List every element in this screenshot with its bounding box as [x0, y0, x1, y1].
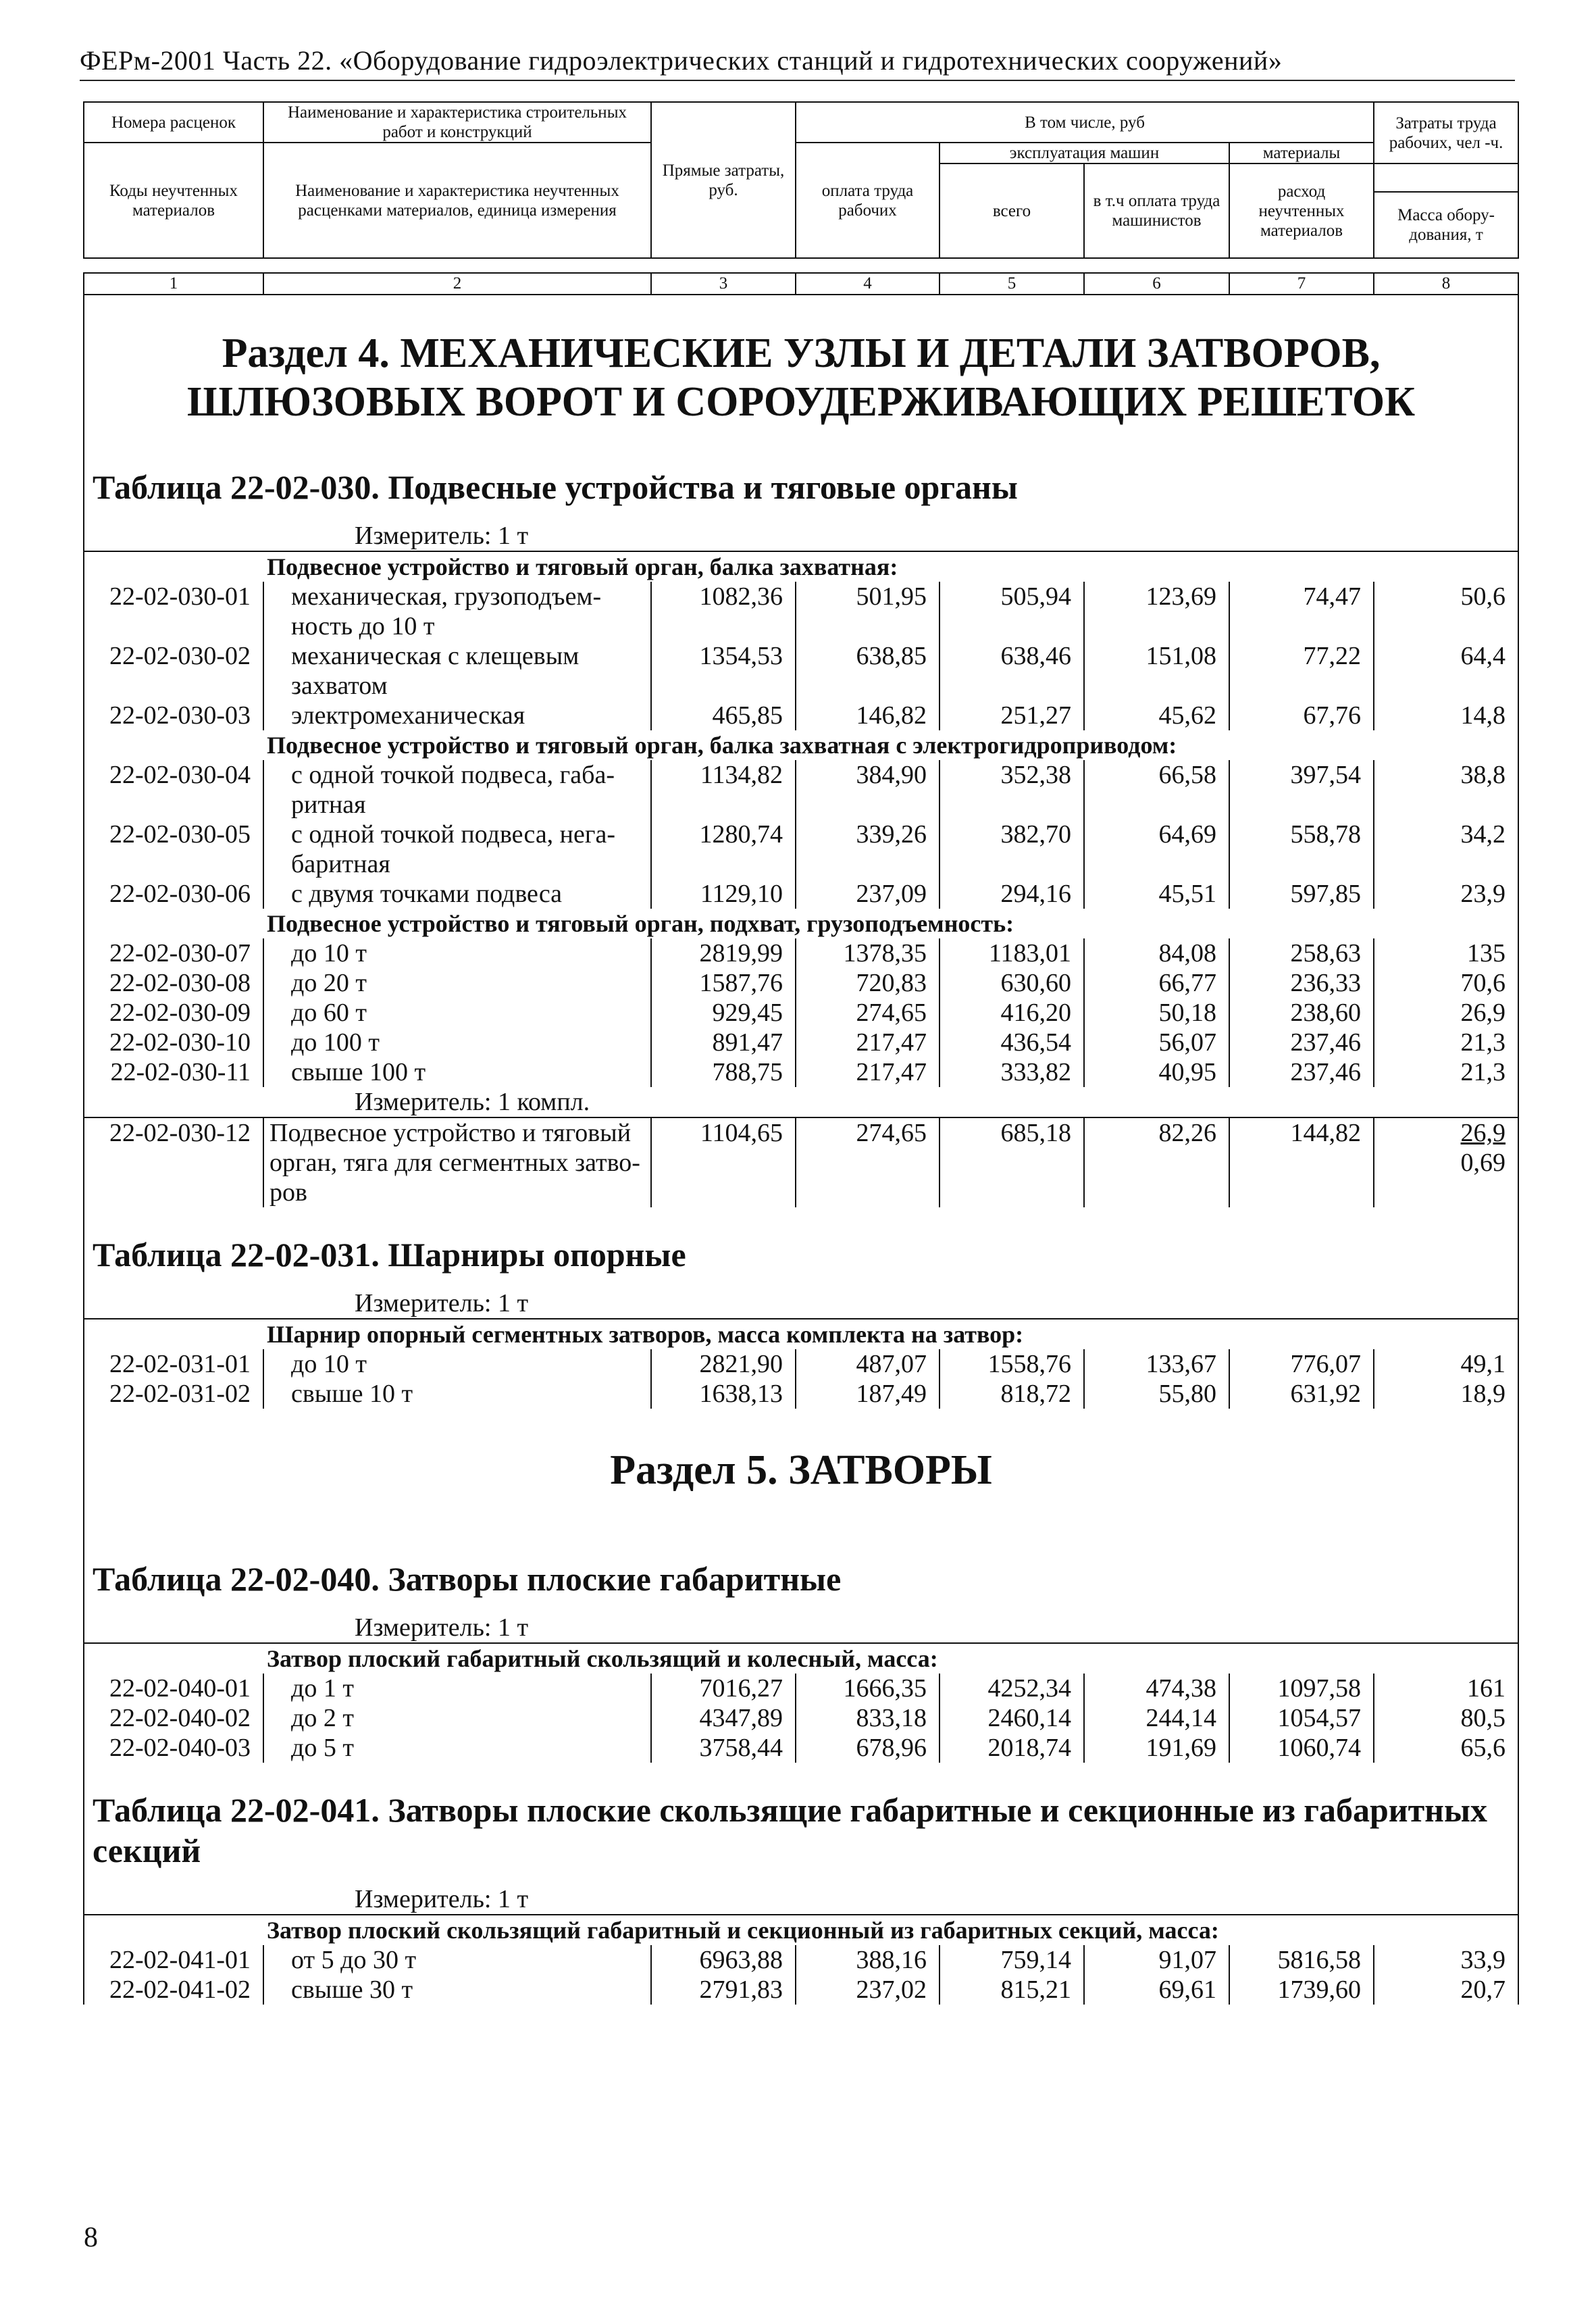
- section-5-title-text: Раздел 5. ЗАТВОРЫ: [84, 1409, 1518, 1532]
- table-row: [84, 968, 1518, 998]
- value-c6: 244,14: [1084, 1703, 1229, 1733]
- value-c5: 416,20: [939, 998, 1084, 1028]
- value-c3: 2791,83: [651, 1975, 796, 2005]
- machines-header: эксплуатация машин: [939, 143, 1229, 164]
- value-c5: 382,70: [939, 820, 1084, 879]
- including-header: В том числе, руб: [796, 102, 1374, 143]
- value-c3: 6963,88: [651, 1945, 796, 1975]
- rate-code: 22-02-041-01: [84, 1945, 263, 1975]
- machinist-pay-header: в т.ч оплата труда машинистов: [1084, 164, 1229, 258]
- value-c5: 759,14: [939, 1945, 1084, 1975]
- value-c4: 833,18: [796, 1703, 939, 1733]
- table-031-title: [84, 1207, 1518, 1288]
- value-c6: 69,61: [1084, 1975, 1229, 2005]
- section-5-title: [84, 1409, 1518, 1532]
- table-031-group-1-text: Шарнир опорный сегментных затворов, масса комплекта на затвор:: [84, 1319, 1518, 1349]
- value-c3: 1129,10: [651, 879, 796, 909]
- table-row: [84, 1975, 1518, 2005]
- materials-header: материалы: [1229, 143, 1374, 164]
- col2-top-header: Наименование и характеристика строительных работ и конструкций: [263, 102, 651, 143]
- work-name: до 60 т: [263, 998, 651, 1028]
- rate-code: 22-02-041-02: [84, 1975, 263, 2005]
- running-header: ФЕРм-2001 Часть 22. «Оборудование гидроэлектрических станций и гидротехнических сооружений»: [80, 45, 1283, 76]
- work-name: электромеханическая: [263, 701, 651, 730]
- value-c5: 685,18: [939, 1117, 1084, 1207]
- value-c7: 1060,74: [1229, 1733, 1374, 1763]
- value-c4: 339,26: [796, 820, 939, 879]
- rate-code: 22-02-031-01: [84, 1349, 263, 1379]
- value-c3: 1082,36: [651, 582, 796, 641]
- value-c6: 151,08: [1084, 641, 1229, 701]
- value-c8: 26,9: [1374, 998, 1518, 1028]
- value-c8: [1374, 1117, 1518, 1207]
- work-name: с одной точкой подвеса, габа-ритная: [263, 760, 651, 820]
- value-c4: 678,96: [796, 1733, 939, 1763]
- value-c3: 1134,82: [651, 760, 796, 820]
- value-c5: 436,54: [939, 1028, 1084, 1057]
- value-c3: 3758,44: [651, 1733, 796, 1763]
- column-number-6: 6: [1084, 273, 1229, 295]
- value-c6: 56,07: [1084, 1028, 1229, 1057]
- column-number-3: 3: [651, 273, 796, 295]
- value-c4: 1666,35: [796, 1674, 939, 1703]
- table-030-unit-2: [84, 1087, 1518, 1117]
- value-c8: 70,6: [1374, 968, 1518, 998]
- value-c3: 4347,89: [651, 1703, 796, 1733]
- value-c7: 74,47: [1229, 582, 1374, 641]
- rate-code: 22-02-030-02: [84, 641, 263, 701]
- value-c4: 217,47: [796, 1028, 939, 1057]
- equipment-mass-value: 0,69: [1460, 1149, 1506, 1177]
- work-name: свыше 100 т: [263, 1057, 651, 1087]
- column-number-5: 5: [939, 273, 1084, 295]
- table-030-group-2: [84, 730, 1518, 760]
- table-041-group-1-text: Затвор плоский скользящий габаритный и секционный из габаритных секций, масса:: [84, 1915, 1518, 1945]
- value-c4: 501,95: [796, 582, 939, 641]
- value-c7: 597,85: [1229, 879, 1374, 909]
- column-numbers-row: [84, 273, 1518, 295]
- value-c6: 91,07: [1084, 1945, 1229, 1975]
- column-number-4: 4: [796, 273, 939, 295]
- value-c6: 45,51: [1084, 879, 1229, 909]
- table-row: [84, 1379, 1518, 1409]
- value-c6: 40,95: [1084, 1057, 1229, 1087]
- value-c6: 64,69: [1084, 820, 1229, 879]
- rate-code: 22-02-030-06: [84, 879, 263, 909]
- value-c6: 123,69: [1084, 582, 1229, 641]
- value-c4: 388,16: [796, 1945, 939, 1975]
- rate-code: 22-02-030-10: [84, 1028, 263, 1057]
- value-c6: 66,77: [1084, 968, 1229, 998]
- rate-code: 22-02-030-09: [84, 998, 263, 1028]
- work-name: до 1 т: [263, 1674, 651, 1703]
- equipment-mass-header: Масса обору-дования, т: [1374, 192, 1518, 258]
- value-c8: 64,4: [1374, 641, 1518, 701]
- value-c6: 84,08: [1084, 938, 1229, 968]
- value-c3: 2819,99: [651, 938, 796, 968]
- value-c7: 397,54: [1229, 760, 1374, 820]
- rate-code: 22-02-031-02: [84, 1379, 263, 1409]
- section-4-title: [84, 295, 1518, 440]
- work-name: до 20 т: [263, 968, 651, 998]
- value-c8: 161: [1374, 1674, 1518, 1703]
- value-c8: 21,3: [1374, 1028, 1518, 1057]
- rate-code: 22-02-030-01: [84, 582, 263, 641]
- table-041-unit: [84, 1884, 1518, 1915]
- work-name: механическая, грузоподъем-ность до 10 т: [263, 582, 651, 641]
- materials-consumption-header: расход неучтенных материалов: [1229, 164, 1374, 258]
- work-name: с одной точкой подвеса, нега-баритная: [263, 820, 651, 879]
- table-row: [84, 820, 1518, 879]
- table-030-title: [84, 440, 1518, 521]
- labor-costs-value: 26,9: [1460, 1119, 1506, 1147]
- value-c8: 34,2: [1374, 820, 1518, 879]
- rate-code: 22-02-040-01: [84, 1674, 263, 1703]
- value-c8: 80,5: [1374, 1703, 1518, 1733]
- header-gap: [84, 258, 1518, 273]
- rate-code: 22-02-040-02: [84, 1703, 263, 1733]
- table-row: [84, 879, 1518, 909]
- value-c6: 474,38: [1084, 1674, 1229, 1703]
- rate-code: 22-02-040-03: [84, 1733, 263, 1763]
- column-number-7: 7: [1229, 273, 1374, 295]
- table-041-title: [84, 1763, 1518, 1884]
- rate-code: 22-02-030-12: [84, 1117, 263, 1207]
- value-c7: 1054,57: [1229, 1703, 1374, 1733]
- value-c6: 50,18: [1084, 998, 1229, 1028]
- value-c4: 638,85: [796, 641, 939, 701]
- work-name: Подвесное устройство и тяговый орган, тяга для сегментных затво-ров: [263, 1117, 651, 1207]
- header-row-1: [84, 102, 1518, 143]
- rate-code: 22-02-030-08: [84, 968, 263, 998]
- table-030-group-3: [84, 909, 1518, 938]
- work-name: свыше 10 т: [263, 1379, 651, 1409]
- value-c3: 1638,13: [651, 1379, 796, 1409]
- value-c5: 333,82: [939, 1057, 1084, 1087]
- header-row-2: [84, 143, 1518, 164]
- value-c7: 238,60: [1229, 998, 1374, 1028]
- table-040-unit: [84, 1613, 1518, 1643]
- value-c7: 631,92: [1229, 1379, 1374, 1409]
- section-4-title-text: Раздел 4. МЕХАНИЧЕСКИЕ УЗЛЫ И ДЕТАЛИ ЗАТВОРОВ, ШЛЮЗОВЫХ ВОРОТ И СОРОУДЕРЖИВАЮЩИХ РЕШЕТОК: [84, 295, 1518, 440]
- value-c8: 14,8: [1374, 701, 1518, 730]
- value-c6: 82,26: [1084, 1117, 1229, 1207]
- table-040-group-1: [84, 1643, 1518, 1674]
- value-c3: 2821,90: [651, 1349, 796, 1379]
- rate-code: 22-02-030-11: [84, 1057, 263, 1087]
- col2-bottom-header: Наименование и характеристика неучтенных расценками материалов, единица измерения: [263, 143, 651, 258]
- value-c5: 251,27: [939, 701, 1084, 730]
- value-c5: 505,94: [939, 582, 1084, 641]
- table-031-group-1: [84, 1319, 1518, 1349]
- rate-code: 22-02-030-04: [84, 760, 263, 820]
- rates-table: [83, 101, 1519, 2005]
- value-c8: 21,3: [1374, 1057, 1518, 1087]
- table-row: [84, 1674, 1518, 1703]
- value-c4: 217,47: [796, 1057, 939, 1087]
- col1-top-header: Номера расценок: [84, 102, 263, 143]
- value-c4: 1378,35: [796, 938, 939, 968]
- value-c5: 818,72: [939, 1379, 1084, 1409]
- value-c6: 66,58: [1084, 760, 1229, 820]
- value-c4: 487,07: [796, 1349, 939, 1379]
- value-c3: 1280,74: [651, 820, 796, 879]
- table-row: [84, 1117, 1518, 1207]
- table-031-unit: [84, 1288, 1518, 1319]
- value-c5: 2460,14: [939, 1703, 1084, 1733]
- value-c7: 776,07: [1229, 1349, 1374, 1379]
- value-c3: 788,75: [651, 1057, 796, 1087]
- value-c4: 720,83: [796, 968, 939, 998]
- labor-costs-header: Затраты труда рабочих, чел -ч.: [1374, 102, 1518, 164]
- value-c7: 5816,58: [1229, 1945, 1374, 1975]
- value-c5: 630,60: [939, 968, 1084, 998]
- value-c3: 7016,27: [651, 1674, 796, 1703]
- table-031-title-text: Таблица 22-02-031. Шарниры опорные: [84, 1207, 1518, 1288]
- table-row: [84, 1028, 1518, 1057]
- value-c5: 815,21: [939, 1975, 1084, 2005]
- table-030-group-2-text: Подвесное устройство и тяговый орган, балка захватная с электрогидроприводом:: [84, 730, 1518, 760]
- work-name: механическая с клещевым захватом: [263, 641, 651, 701]
- table-row: [84, 641, 1518, 701]
- labor-pay-header: оплата труда рабочих: [796, 143, 939, 258]
- value-c8: 49,1: [1374, 1349, 1518, 1379]
- value-c3: 465,85: [651, 701, 796, 730]
- table-row: [84, 1349, 1518, 1379]
- table-031-unit-text: Измеритель: 1 т: [84, 1288, 1518, 1319]
- table-030-group-1: [84, 551, 1518, 582]
- value-c7: 77,22: [1229, 641, 1374, 701]
- col1-bottom-header: Коды неучтенных материалов: [84, 143, 263, 258]
- header-rule: [80, 80, 1515, 81]
- direct-costs-header: Прямые затраты, руб.: [651, 102, 796, 258]
- table-030-unit: [84, 521, 1518, 551]
- work-name: до 2 т: [263, 1703, 651, 1733]
- table-040-title-text: Таблица 22-02-040. Затворы плоские габаритные: [84, 1532, 1518, 1613]
- rate-code: 22-02-030-05: [84, 820, 263, 879]
- value-c6: 55,80: [1084, 1379, 1229, 1409]
- value-c7: 558,78: [1229, 820, 1374, 879]
- table-040-group-1-text: Затвор плоский габаритный скользящий и колесный, масса:: [84, 1643, 1518, 1674]
- work-name: свыше 30 т: [263, 1975, 651, 2005]
- table-030-unit-2-text: Измеритель: 1 компл.: [84, 1087, 1518, 1117]
- value-c7: 144,82: [1229, 1117, 1374, 1207]
- work-name: с двумя точками подвеса: [263, 879, 651, 909]
- value-c6: 133,67: [1084, 1349, 1229, 1379]
- value-c4: 146,82: [796, 701, 939, 730]
- value-c4: 384,90: [796, 760, 939, 820]
- value-c7: 237,46: [1229, 1057, 1374, 1087]
- value-c8: 135: [1374, 938, 1518, 968]
- value-c3: 891,47: [651, 1028, 796, 1057]
- value-c5: 1183,01: [939, 938, 1084, 968]
- column-number-8: 8: [1374, 273, 1518, 295]
- table-030-group-3-text: Подвесное устройство и тяговый орган, подхват, грузоподъемность:: [84, 909, 1518, 938]
- table-row: [84, 1733, 1518, 1763]
- value-c7: 67,76: [1229, 701, 1374, 730]
- page-number: 8: [84, 2222, 98, 2253]
- value-c8: 50,6: [1374, 582, 1518, 641]
- value-c8: 65,6: [1374, 1733, 1518, 1763]
- table-030-title-text: Таблица 22-02-030. Подвесные устройства и тяговые органы: [84, 440, 1518, 521]
- value-c8: 18,9: [1374, 1379, 1518, 1409]
- value-c3: 1354,53: [651, 641, 796, 701]
- column-number-1: 1: [84, 273, 263, 295]
- table-row: [84, 1057, 1518, 1087]
- machines-total-header: всего: [939, 164, 1084, 258]
- labor-spacer: [1374, 164, 1518, 192]
- value-c3: 929,45: [651, 998, 796, 1028]
- value-c5: 294,16: [939, 879, 1084, 909]
- rate-code: 22-02-030-03: [84, 701, 263, 730]
- work-name: до 100 т: [263, 1028, 651, 1057]
- value-c5: 352,38: [939, 760, 1084, 820]
- value-c5: 638,46: [939, 641, 1084, 701]
- table-041-unit-text: Измеритель: 1 т: [84, 1884, 1518, 1915]
- value-c8: 23,9: [1374, 879, 1518, 909]
- work-name: до 5 т: [263, 1733, 651, 1763]
- work-name: до 10 т: [263, 1349, 651, 1379]
- value-c3: 1104,65: [651, 1117, 796, 1207]
- value-c8: 33,9: [1374, 1945, 1518, 1975]
- value-c6: 191,69: [1084, 1733, 1229, 1763]
- table-row: [84, 760, 1518, 820]
- table-041-group-1: [84, 1915, 1518, 1945]
- rate-code: 22-02-030-07: [84, 938, 263, 968]
- column-number-2: 2: [263, 273, 651, 295]
- value-c5: 2018,74: [939, 1733, 1084, 1763]
- value-c7: 258,63: [1229, 938, 1374, 968]
- table-row: [84, 938, 1518, 968]
- table-row: [84, 582, 1518, 641]
- value-c5: 4252,34: [939, 1674, 1084, 1703]
- table-041-title-text: Таблица 22-02-041. Затворы плоские скользящие габаритные и секционные из габаритных секций: [84, 1763, 1518, 1884]
- table-row: [84, 701, 1518, 730]
- value-c5: 1558,76: [939, 1349, 1084, 1379]
- table-030-unit-text: Измеритель: 1 т: [84, 521, 1518, 551]
- table-row: [84, 1945, 1518, 1975]
- value-c7: 236,33: [1229, 968, 1374, 998]
- value-c8: 20,7: [1374, 1975, 1518, 2005]
- value-c4: 237,02: [796, 1975, 939, 2005]
- value-c4: 274,65: [796, 998, 939, 1028]
- value-c6: 45,62: [1084, 701, 1229, 730]
- value-c4: 274,65: [796, 1117, 939, 1207]
- value-c7: 1097,58: [1229, 1674, 1374, 1703]
- value-c4: 237,09: [796, 879, 939, 909]
- value-c8: 38,8: [1374, 760, 1518, 820]
- value-c3: 1587,76: [651, 968, 796, 998]
- table-040-unit-text: Измеритель: 1 т: [84, 1613, 1518, 1643]
- work-name: от 5 до 30 т: [263, 1945, 651, 1975]
- table-030-group-1-text: Подвесное устройство и тяговый орган, балка захватная:: [84, 551, 1518, 582]
- value-c4: 187,49: [796, 1379, 939, 1409]
- value-c7: 1739,60: [1229, 1975, 1374, 2005]
- table-row: [84, 998, 1518, 1028]
- table-row: [84, 1703, 1518, 1733]
- value-c7: 237,46: [1229, 1028, 1374, 1057]
- work-name: до 10 т: [263, 938, 651, 968]
- table-040-title: [84, 1532, 1518, 1613]
